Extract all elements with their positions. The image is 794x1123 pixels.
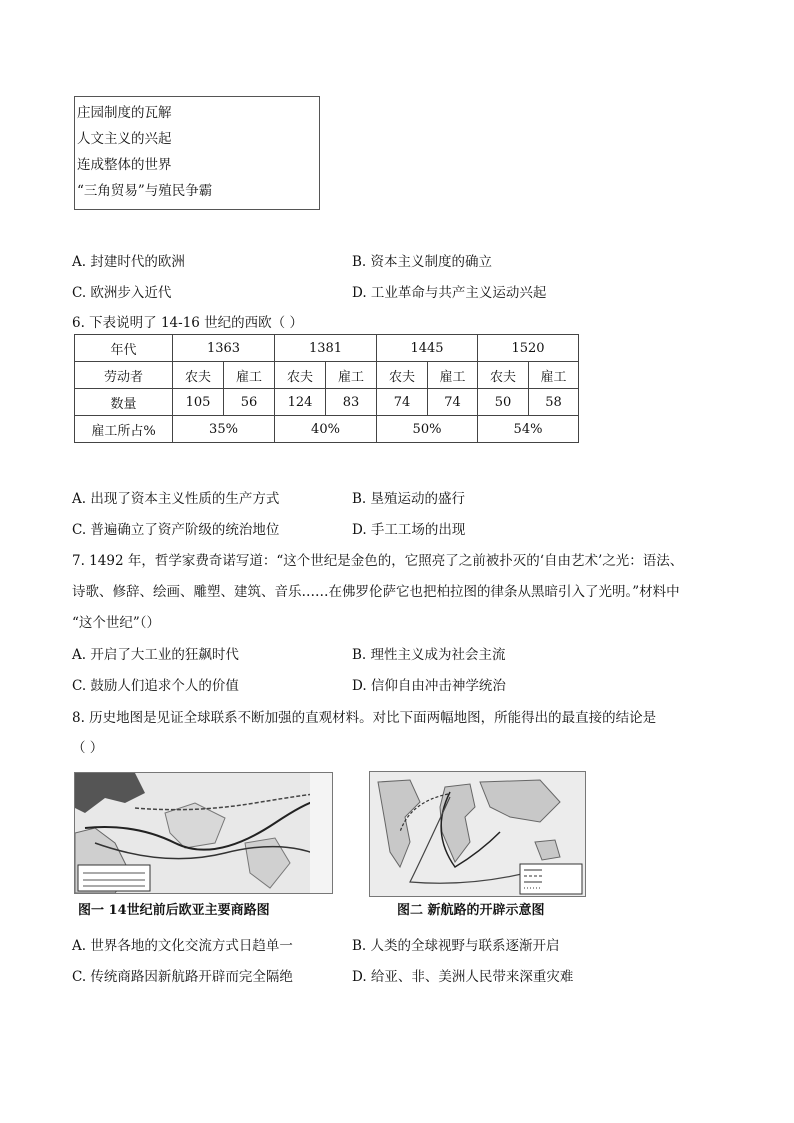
- q7-option-c[interactable]: C. 鼓励人们追求个人的价值: [72, 678, 239, 694]
- table-cell: 105: [173, 389, 224, 416]
- q8-option-d[interactable]: D. 给亚、非、美洲人民带来深重灾难: [352, 969, 574, 985]
- table-cell: 50%: [377, 416, 478, 443]
- table-cell: 74: [377, 389, 428, 416]
- q7-option-b[interactable]: B. 理性主义成为社会主流: [352, 647, 506, 663]
- topic-box: [74, 96, 320, 210]
- table-cell: 40%: [275, 416, 377, 443]
- q7-stem-line2: 诗歌、修辞、绘画、雕塑、建筑、音乐……在佛罗伦萨它也把柏拉图的律条从黑暗引入了光明。”材料中: [72, 584, 680, 600]
- topic-item: 连成整体的世界: [77, 157, 172, 173]
- table-cell: 劳动者: [75, 362, 173, 389]
- figure2-map-graphic: [370, 772, 585, 896]
- table-cell: 124: [275, 389, 326, 416]
- table-row: [75, 416, 579, 443]
- table-cell: 农夫: [478, 362, 529, 389]
- table-cell: 56: [224, 389, 275, 416]
- table-cell: 数量: [75, 389, 173, 416]
- table-cell: 35%: [173, 416, 275, 443]
- topic-item: “三角贸易”与殖民争霸: [77, 183, 213, 199]
- topic-item: 人文主义的兴起: [77, 131, 172, 147]
- table-cell: 83: [326, 389, 377, 416]
- table-cell: 74: [428, 389, 478, 416]
- figure1-map-graphic: [75, 773, 332, 893]
- table-cell: 雇工: [224, 362, 275, 389]
- table-header-cell: 1363: [173, 335, 275, 362]
- q6-option-b[interactable]: B. 垦殖运动的盛行: [352, 491, 466, 507]
- table-cell: 雇工: [428, 362, 478, 389]
- q6-table: [74, 334, 579, 443]
- q7-stem-line1: 7. 1492 年，哲学家费奇诺写道：“这个世纪是金色的，它照亮了之前被扑灭的‘自由艺术’之光：语法、: [72, 553, 684, 569]
- q5-option-c[interactable]: C. 欧洲步入近代: [72, 285, 172, 301]
- table-cell: 农夫: [275, 362, 326, 389]
- q7-option-d[interactable]: D. 信仰自由冲击神学统治: [352, 678, 506, 694]
- q7-stem-line3: “这个世纪”（）: [72, 615, 161, 631]
- figure2-caption: 图二 新航路的开辟示意图: [397, 903, 545, 918]
- q6-option-d[interactable]: D. 手工工场的出现: [352, 522, 466, 538]
- q8-stem-line2: （ ）: [72, 740, 104, 756]
- table-cell: 58: [529, 389, 579, 416]
- q8-option-a[interactable]: A. 世界各地的文化交流方式日趋单一: [72, 938, 293, 954]
- q6-option-a[interactable]: A. 出现了资本主义性质的生产方式: [72, 491, 280, 507]
- table-cell: 雇工所占%: [75, 416, 173, 443]
- figure1-caption: 图一 14世纪前后欧亚主要商路图: [78, 903, 270, 918]
- table-cell: 54%: [478, 416, 579, 443]
- table-cell: 雇工: [529, 362, 579, 389]
- table-cell: 雇工: [326, 362, 377, 389]
- figure2-new-route-map: [369, 771, 586, 897]
- table-row: [75, 362, 579, 389]
- table-cell: 农夫: [377, 362, 428, 389]
- table-header-cell: 年代: [75, 335, 173, 362]
- table-header-cell: 1381: [275, 335, 377, 362]
- q5-option-a[interactable]: A. 封建时代的欧洲: [72, 254, 185, 270]
- table-row: [75, 389, 579, 416]
- q5-option-b[interactable]: B. 资本主义制度的确立: [352, 254, 493, 270]
- table-header-cell: 1520: [478, 335, 579, 362]
- table-header-cell: 1445: [377, 335, 478, 362]
- figure1-trade-route-map: [74, 772, 333, 894]
- table-row: [75, 335, 579, 362]
- q5-option-d[interactable]: D. 工业革命与共产主义运动兴起: [352, 285, 547, 301]
- q6-option-c[interactable]: C. 普遍确立了资产阶级的统治地位: [72, 522, 280, 538]
- q6-stem: 6. 下表说明了 14-16 世纪的西欧（ ）: [72, 315, 303, 331]
- q7-option-a[interactable]: A. 开启了大工业的狂飙时代: [72, 647, 239, 663]
- table-cell: 农夫: [173, 362, 224, 389]
- q8-option-b[interactable]: B. 人类的全球视野与联系逐渐开启: [352, 938, 560, 954]
- table-cell: 50: [478, 389, 529, 416]
- topic-item: 庄园制度的瓦解: [77, 105, 172, 121]
- q8-option-c[interactable]: C. 传统商路因新航路开辟而完全隔绝: [72, 969, 293, 985]
- q8-stem-line1: 8. 历史地图是见证全球联系不断加强的直观材料。对比下面两幅地图，所能得出的最直接的结论是: [72, 710, 657, 726]
